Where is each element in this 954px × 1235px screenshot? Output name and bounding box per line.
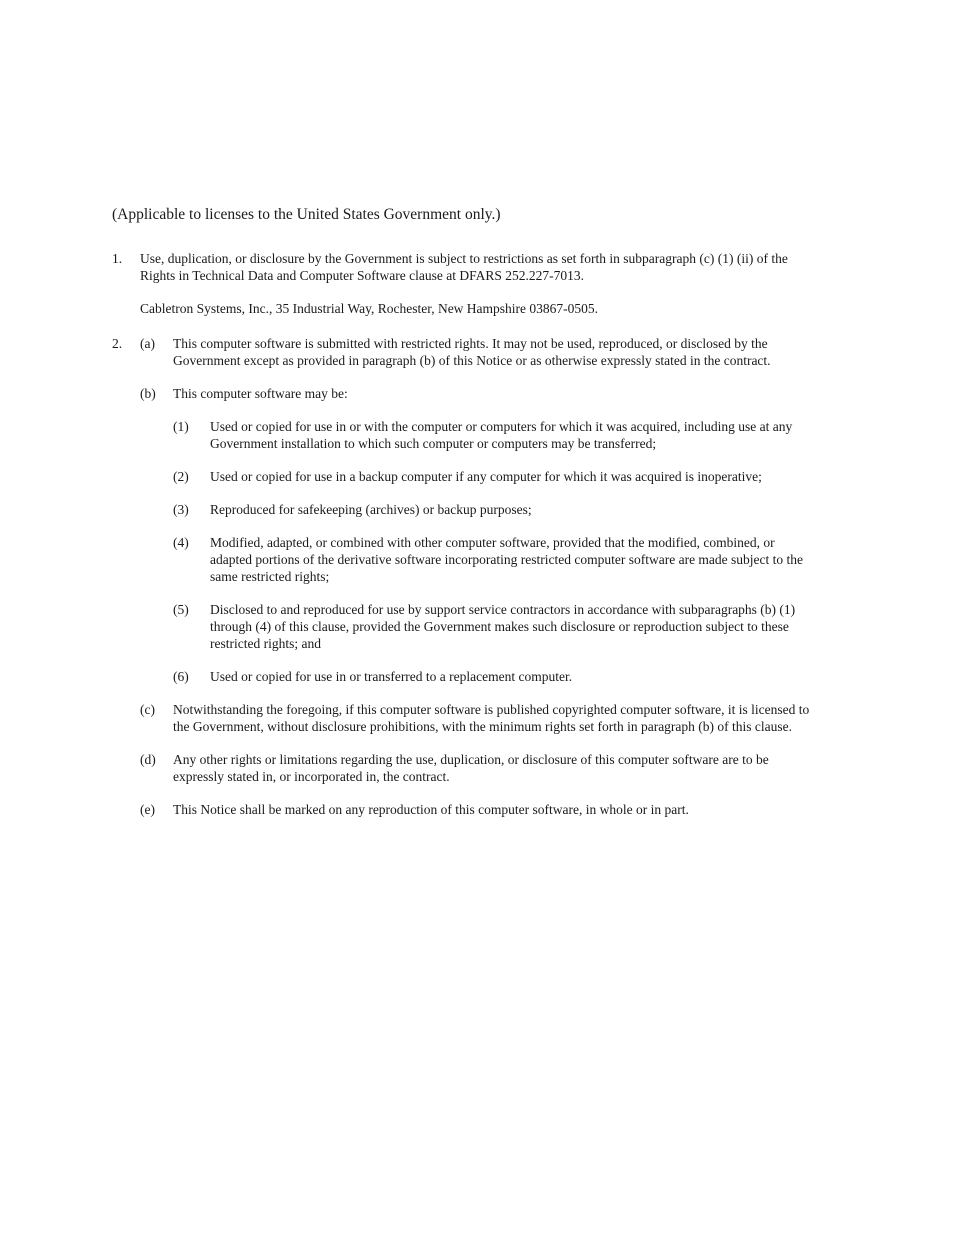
list-item-label: (5) <box>173 602 189 617</box>
subclause-label: (b) <box>140 386 156 401</box>
list-item-label: (2) <box>173 469 189 484</box>
list-item <box>112 534 817 585</box>
list-item-text: Used or copied for use in or with the computer or computers for which it was acquired, including use at any Government installation to which such computer or computers may be transferred; <box>210 419 793 451</box>
list-item-label: (6) <box>173 669 189 684</box>
list-item <box>112 601 817 652</box>
clause-text: Use, duplication, or disclosure by the Government is subject to restrictions as set forth in subparagraph (c) (1) (ii) of the Rights in Technical Data and Computer Software clause at DFARS 252.227-7013. <box>140 251 788 283</box>
list-item <box>112 501 817 518</box>
address-text: Cabletron Systems, Inc., 35 Industrial Way, Rochester, New Hampshire 03867-0505. <box>140 301 599 316</box>
clause-1-address <box>112 300 817 317</box>
list-item-label: (1) <box>173 419 189 434</box>
subclause-label: (c) <box>140 702 155 717</box>
clause-number: 2. <box>112 336 123 351</box>
subclause-label: (a) <box>140 336 155 351</box>
notice-heading: (Applicable to licenses to the United States Government only.) <box>112 206 501 223</box>
list-item-label: (4) <box>173 535 189 550</box>
subclause-text: This computer software may be: <box>173 386 348 401</box>
restricted-rights-notice <box>112 205 817 818</box>
list-item <box>112 418 817 452</box>
clause-2 <box>112 335 817 369</box>
subclause-b <box>112 385 817 402</box>
list-item <box>112 468 817 485</box>
subclause-d <box>112 751 817 785</box>
subclause-label: (d) <box>140 752 156 767</box>
list-item-label: (3) <box>173 502 189 517</box>
clause-1 <box>112 250 817 284</box>
subclause-e <box>112 801 817 818</box>
subclause-c <box>112 701 817 735</box>
list-item <box>112 668 817 685</box>
list-item-text: Used or copied for use in a backup computer if any computer for which it was acquired is inoperative; <box>210 469 762 484</box>
clause-number: 1. <box>112 251 123 266</box>
subclause-text: This computer software is submitted with restricted rights. It may not be used, reproduced, or disclosed by the Government except as provided in paragraph (b) of this Notice or as otherwise expressly stated in the contract. <box>173 336 771 368</box>
subclause-text: This Notice shall be marked on any reproduction of this computer software, in whole or in part. <box>173 802 689 817</box>
subclause-label: (e) <box>140 802 155 817</box>
list-item-text: Disclosed to and reproduced for use by support service contractors in accordance with subparagraphs (b) (1) through (4) of this clause, provided the Government makes such disclosure or reproduction subject to these restricted rights; and <box>210 602 796 651</box>
list-item-text: Modified, adapted, or combined with other computer software, provided that the modified, combined, or adapted portions of the derivative software incorporating restricted computer software are made subject to the same restricted rights; <box>210 535 804 584</box>
list-item-text: Reproduced for safekeeping (archives) or backup purposes; <box>210 502 532 517</box>
subclause-text: Notwithstanding the foregoing, if this computer software is published copyrighted computer software, it is licensed to the Government, without disclosure prohibitions, with the minimum rights set forth in paragraph (b) of this clause. <box>173 702 810 734</box>
list-item-text: Used or copied for use in or transferred to a replacement computer. <box>210 669 573 684</box>
subclause-text: Any other rights or limitations regarding the use, duplication, or disclosure of this computer software are to be expressly stated in, or incorporated in, the contract. <box>173 752 769 784</box>
